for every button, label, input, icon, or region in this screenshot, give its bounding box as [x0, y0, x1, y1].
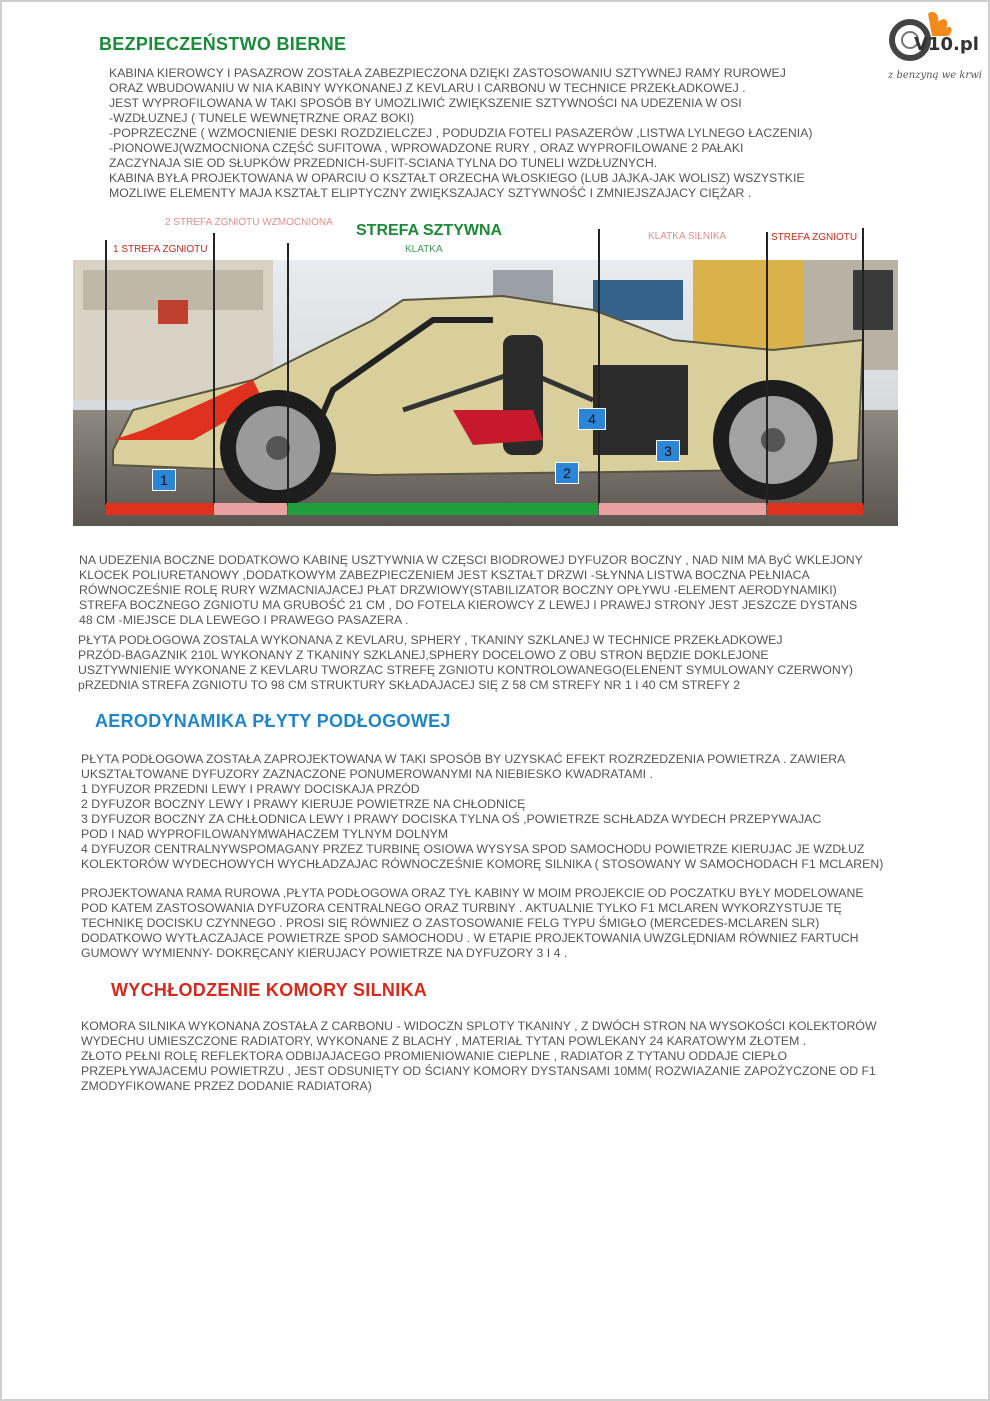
zone1-label: 1 STREFA ZGNIOTU: [113, 244, 208, 255]
aerodynamics-text-2: PROJEKTOWANA RAMA RUROWA ,PŁYTA PODŁOGOWA ORAZ TYŁ KABINY W MOIM PROJEKCIE OD POCZATKU BYŁY MODELOWANE POD KATEM ZASTOSOWANIA DYFUZORA CENTRALNEGO ORAZ TURBINY . AKTUALNIE TYLKO F1 MCLAREN WYKORZYSTUJE TĘ TECHNIKĘ DOCISKU CZYNNEGO . PROSI SIĘ RÓWNIEZ O ZASTOSOWANIE FELG TYPU ŚMIGŁO (MERCEDES-MCLAREN SLR) DODATKOWO WYTŁACZAJACE POWIETRZE SPOD SAMOCHODU . W ETAPIE PROJEKTOWANIA UWZGLĘDNIAM RÓWNIEZ FARTUCH GUMOWY WYMIENNY- DOKRĘCANY KIERUJACY POWIETRZE NA DYFUZORY 3 I 4 .: [81, 886, 864, 960]
marker-line: [105, 240, 107, 505]
marker-line: [598, 229, 600, 505]
rigid-zone-label: STREFA SZTYWNA: [356, 222, 503, 239]
diffuser-badge-1: 1: [152, 469, 176, 491]
zone2-label: 2 STREFA ZGNIOTU WZMOCNIONA: [165, 217, 333, 228]
marker-line: [213, 233, 215, 505]
zone-bar-rigid: [288, 503, 598, 515]
marker-line: [766, 232, 768, 505]
zone-bar-rear-crumple: [767, 503, 863, 515]
marker-line: [862, 228, 864, 505]
site-logo[interactable]: [888, 6, 984, 86]
engine-cage-label: KLATKA SILNIKA: [648, 231, 727, 242]
rear-crumple-zone-label: STREFA ZGNIOTU: [771, 232, 858, 243]
side-impact-text: NA UDEZENIA BOCZNE DODATKOWO KABINĘ USZTYWNIA W CZĘSCI BIODROWEJ DYFUZOR BOCZNY , NAD NIM MA ByĆ WKLEJONY KLOCEK POLIURETANOWY ,DODATKOWYM ZABEZPIECZENIEM JEST KSZTAŁT DRZWI -SŁYNNA LISTWA BOCZNA PEŁNIACA RÓWNOCZEŚNIE ROLĘ RURY WZMACNIAJACEJ PŁAT DRZWIOWY(STABILIZATOR BOCZNY OPŁYWU -ELEMENT AERODYNAMIKI) STREFA BOCZNEGO ZGNIOTU MA GRUBOŚĆ 21 CM , DO FOTELA KIEROWCY Z LEWEJ I PRAWEJ STRONY JEST JESZCZE DYSTANS 48 CM -MIEJSCE DLA LEWEGO I PRAWEGO PASAZERA .: [79, 553, 863, 627]
car-chassis-photo: [73, 260, 898, 526]
zone-bar-engine-cage: [599, 503, 766, 515]
cage-label: KLATKA: [405, 244, 443, 255]
section-title-aerodynamics: AERODYNAMIKA PŁYTY PODŁOGOWEJ: [95, 711, 451, 731]
section-title-passive-safety: BEZPIECZEŃSTWO BIERNE: [99, 34, 347, 54]
logo-text: V10.pl: [914, 34, 979, 55]
engine-cooling-text: KOMORA SILNIKA WYKONANA ZOSTAŁA Z CARBONU - WIDOCZN SPLOTY TKANINY , Z DWÓCH STRON NA WYSOKOŚCI KOLEKTORÓW WYDECHU UMIESZCZONE RADIATORY, WYKONANE Z BLACHY , MATERIAŁ TYTAN POWLEKANY 24 KARATOWYM ZŁOTEM . ZŁOTO PEŁNI ROLĘ REFLEKTORA ODBIJAJACEGO PROMIENIOWANIE CIEPLNE , RADIATOR Z TYTANU ODDAJE CIEPŁO PRZEPŁYWAJACEMU POWIETRZU , JEST ODSUNIĘTY OD ŚCIANY KOMORY DYSTANSAMI 10MM( ROZWIAZANIE ZAPOŻYCZONE OD F1 ZMODYFIKOWANE PRZEZ DODANIE RADIATORA): [81, 1019, 877, 1093]
aerodynamics-text: PŁYTA PODŁOGOWA ZOSTAŁA ZAPROJEKTOWANA W TAKI SPOSÓB BY UZYSKAĆ EFEKT ROZRZEDZENIA POWIETRZA . ZAWIERA UKSZTAŁTOWANE DYFUZORY ZAZNACZONE PONUMEROWANYMI NA NIEBIESKO KWADRATAMI . 1 DYFUZOR PRZEDNI LEWY I PRAWY DOCISKAJA PRZÓD 2 DYFUZOR BOCZNY LEWY I PRAWY KIERUJE POWIETRZE NA CHŁODNICĘ 3 DYFUZOR BOCZNY ZA CHŁŁODNICA LEWY I PRAWY DOCISKA TYLNA OŚ ,POWIETRZE SCHŁADZA WYDECH PRZEPYWAJAC POD I NAD WYPROFILOWANYMWAHACZEM TYLNYM DOLNYM 4 DYFUZOR CENTRALNYWSPOMAGANY PRZEZ TURBINĘ OSIOWA WYSYSA SPOD SAMOCHODU POWIETRZE KIERUJAC JE WZDŁUZ KOLEKTORÓW WYDECHOWYCH WYCHŁADZAJAC RÓWNOCZEŚNIE KOMORĘ SILNIKA ( STOSOWANY W SAMOCHODACH F1 MCLAREN): [81, 752, 884, 871]
zone-bar-front-crumple: [106, 503, 213, 515]
logo-tagline: z benzyną we krwi: [888, 70, 982, 81]
marker-line: [287, 243, 289, 505]
diffuser-badge-2: 2: [555, 462, 579, 484]
floor-panel-text: PŁYTA PODŁOGOWA ZOSTALA WYKONANA Z KEVLARU, SPHERY , TKANINY SZKLANEJ W TECHNICE PRZEKŁADKOWEJ PRZÓD-BAGAZNIK 210L WYKONANY Z TKANINY SZKLANEJ,SPHERY DOCELOWO Z OBU STRON BĘDZIE DOKLEJONE USZTYWNIENIE WYKONANE Z KEVLARU TWORZAC STREFĘ ZGNIOTU KONTROLOWANEGO(ELENENT SYMULOWANY CZERWONY) pRZEDNIA STREFA ZGNIOTU TO 98 CM STRUKTURY SKŁADAJACEJ SIĘ Z 58 CM STREFY NR 1 I 40 CM STREFY 2: [78, 633, 853, 692]
section-title-engine-cooling: WYCHŁODZENIE KOMORY SILNIKA: [111, 980, 428, 1000]
zone-bar-reinforced-crumple: [214, 503, 287, 515]
diffuser-badge-3: 3: [656, 440, 680, 462]
diffuser-badge-4: 4: [578, 408, 606, 430]
passive-safety-text: KABINA KIEROWCY I PASAZROW ZOSTAŁA ZABEZPIECZONA DZIĘKI ZASTOSOWANIU SZTYWNEJ RAMY RUROWEJ ORAZ WBUDOWANIU W NIA KABINY WYKONANEJ Z KEVLARU I CARBONU W TECHNICE PRZEKŁADKOWEJ . JEST WYPROFILOWANA W TAKI SPOSÓB BY UMOZLIWIĆ ZWIĘKSZENIE SZTYWNOŚCI NA UDEZENIA W OSI -WZDŁUZNEJ ( TUNELE WEWNĘTRZNE ORAZ BOKI) -POPRZECZNE ( WZMOCNIENIE DESKI ROZDZIELCZEJ , PODUDZIA FOTELI PASAZERÓW ,LISTWA LYLNEGO ŁACZENIA) -PIONOWEJ(WZMOCNIONA CZĘŚĆ SUFITOWA , WPROWADZONE RURY , ORAZ WYPROFILOWANE 2 PAŁAKI ZACZYNAJA SIE OD SŁUPKÓW PRZEDNICH-SUFIT-SCIANA TYLNA DO TUNELI WZDŁUZNYCH. KABINA BYŁA PROJEKTOWANA W OPARCIU O KSZTAŁT ORZECHA WŁOSKIEGO (LUB JAJKA-JAK WOLISZ) WSZYSTKIE MOZLIWE ELEMENTY MAJA KSZTAŁT ELIPTYCZNY ZWIĘKSZAJACY SZTYWNOŚĆ I ZMNIEJSZAJACY CIĘŻAR .: [109, 66, 813, 200]
